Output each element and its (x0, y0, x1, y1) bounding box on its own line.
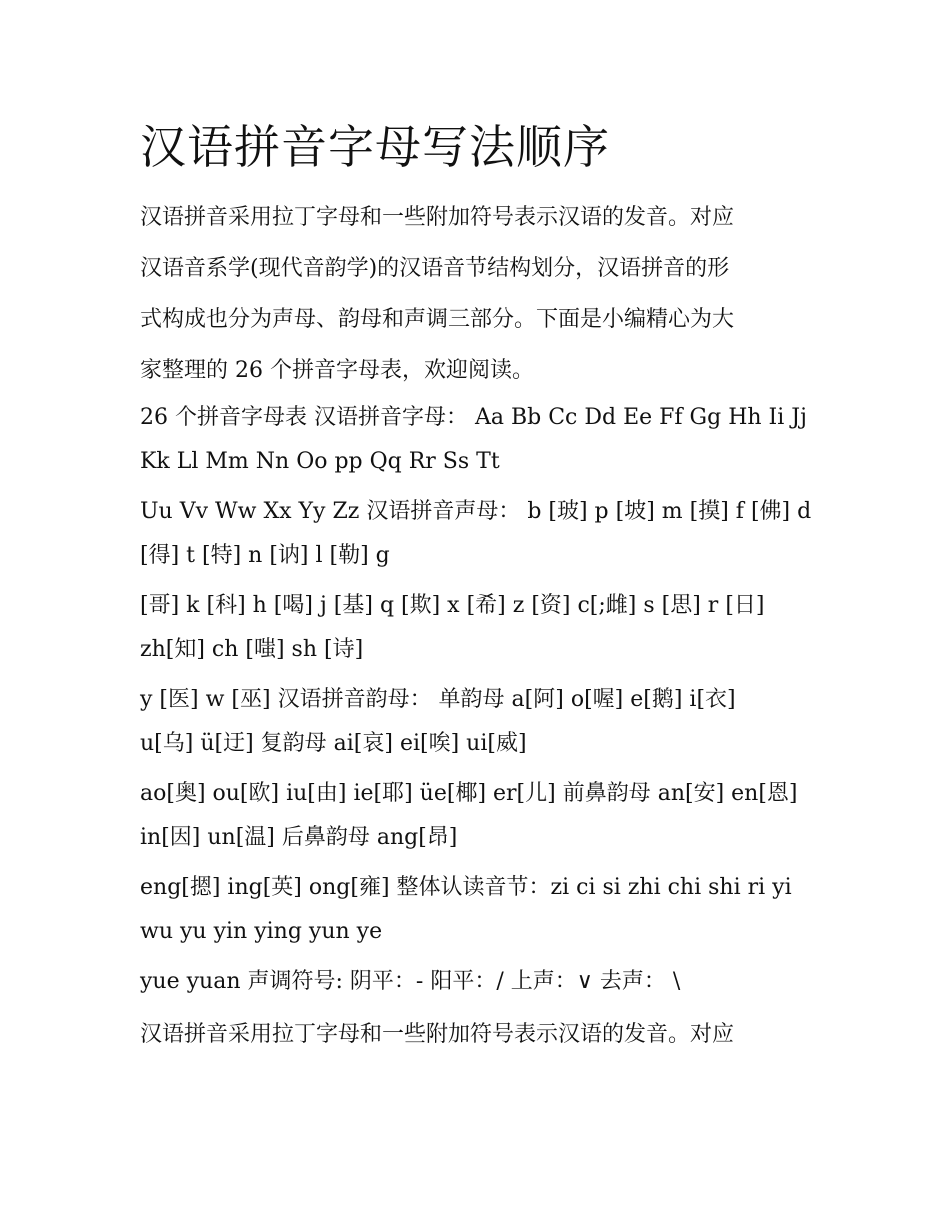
intro-line: 汉语拼音采用拉丁字母和一些附加符号表示汉语的发音。对应 (140, 205, 735, 230)
repeated-intro-line: 汉语拼音采用拉丁字母和一些附加符号表示汉语的发音。对应 (140, 1022, 735, 1047)
tones-group (140, 960, 820, 1004)
content-line: [得] t [特] n [讷] l [勒] g (140, 543, 390, 568)
finals-continued-group (140, 772, 820, 860)
syllables-group (140, 866, 820, 954)
content-line: u[乌] ü[迂] 复韵母 ai[哀] ei[唉] ui[威] (140, 731, 527, 756)
page-title: 汉语拼音字母写法顺序 (140, 120, 610, 174)
content-line: [哥] k [科] h [喝] j [基] q [欺] x [希] z [资] c[;雌] s [思] r [日] (140, 593, 765, 618)
initials-group (140, 490, 820, 578)
intro-paragraph (140, 192, 820, 396)
content-line: Kk Ll Mm Nn Oo pp Qq Rr Ss Tt (140, 449, 500, 474)
document-page (140, 110, 820, 1060)
content-line: ao[奥] ou[欧] iu[由] ie[耶] üe[椰] er[儿] 前鼻韵母 an[安] en[恩] (140, 781, 798, 806)
content-line: yue yuan 声调符号: 阴平：- 阳平：/ 上声：∨ 去声： \ (140, 969, 681, 994)
content-line: zh[知] ch [嗤] sh [诗] (140, 637, 364, 662)
intro-line: 汉语音系学(现代音韵学)的汉语音节结构划分，汉语拼音的形 (140, 256, 730, 281)
content-line: y [医] w [巫] 汉语拼音韵母： 单韵母 a[阿] o[喔] e[鹅] i[衣] (140, 687, 736, 712)
content-line: 26 个拼音字母表 汉语拼音字母： Aa Bb Cc Dd Ee Ff Gg Hh Ii Jj (140, 405, 807, 430)
finals-group (140, 678, 820, 766)
intro-line: 式构成也分为声母、韵母和声调三部分。下面是小编精心为大 (140, 307, 735, 332)
initials-continued-group (140, 584, 820, 672)
intro-line: 家整理的 26 个拼音字母表，欢迎阅读。 (140, 358, 534, 383)
content-line: eng[摁] ing[英] ong[雍] 整体认读音节：zi ci si zhi chi shi ri yi (140, 875, 792, 900)
content-line: in[因] un[温] 后鼻韵母 ang[昂] (140, 825, 458, 850)
content-line: wu yu yin ying yun ye (140, 919, 383, 944)
alphabet-group (140, 396, 820, 484)
content-line: Uu Vv Ww Xx Yy Zz 汉语拼音声母： b [玻] p [坡] m [摸] f [佛] d (140, 499, 812, 524)
